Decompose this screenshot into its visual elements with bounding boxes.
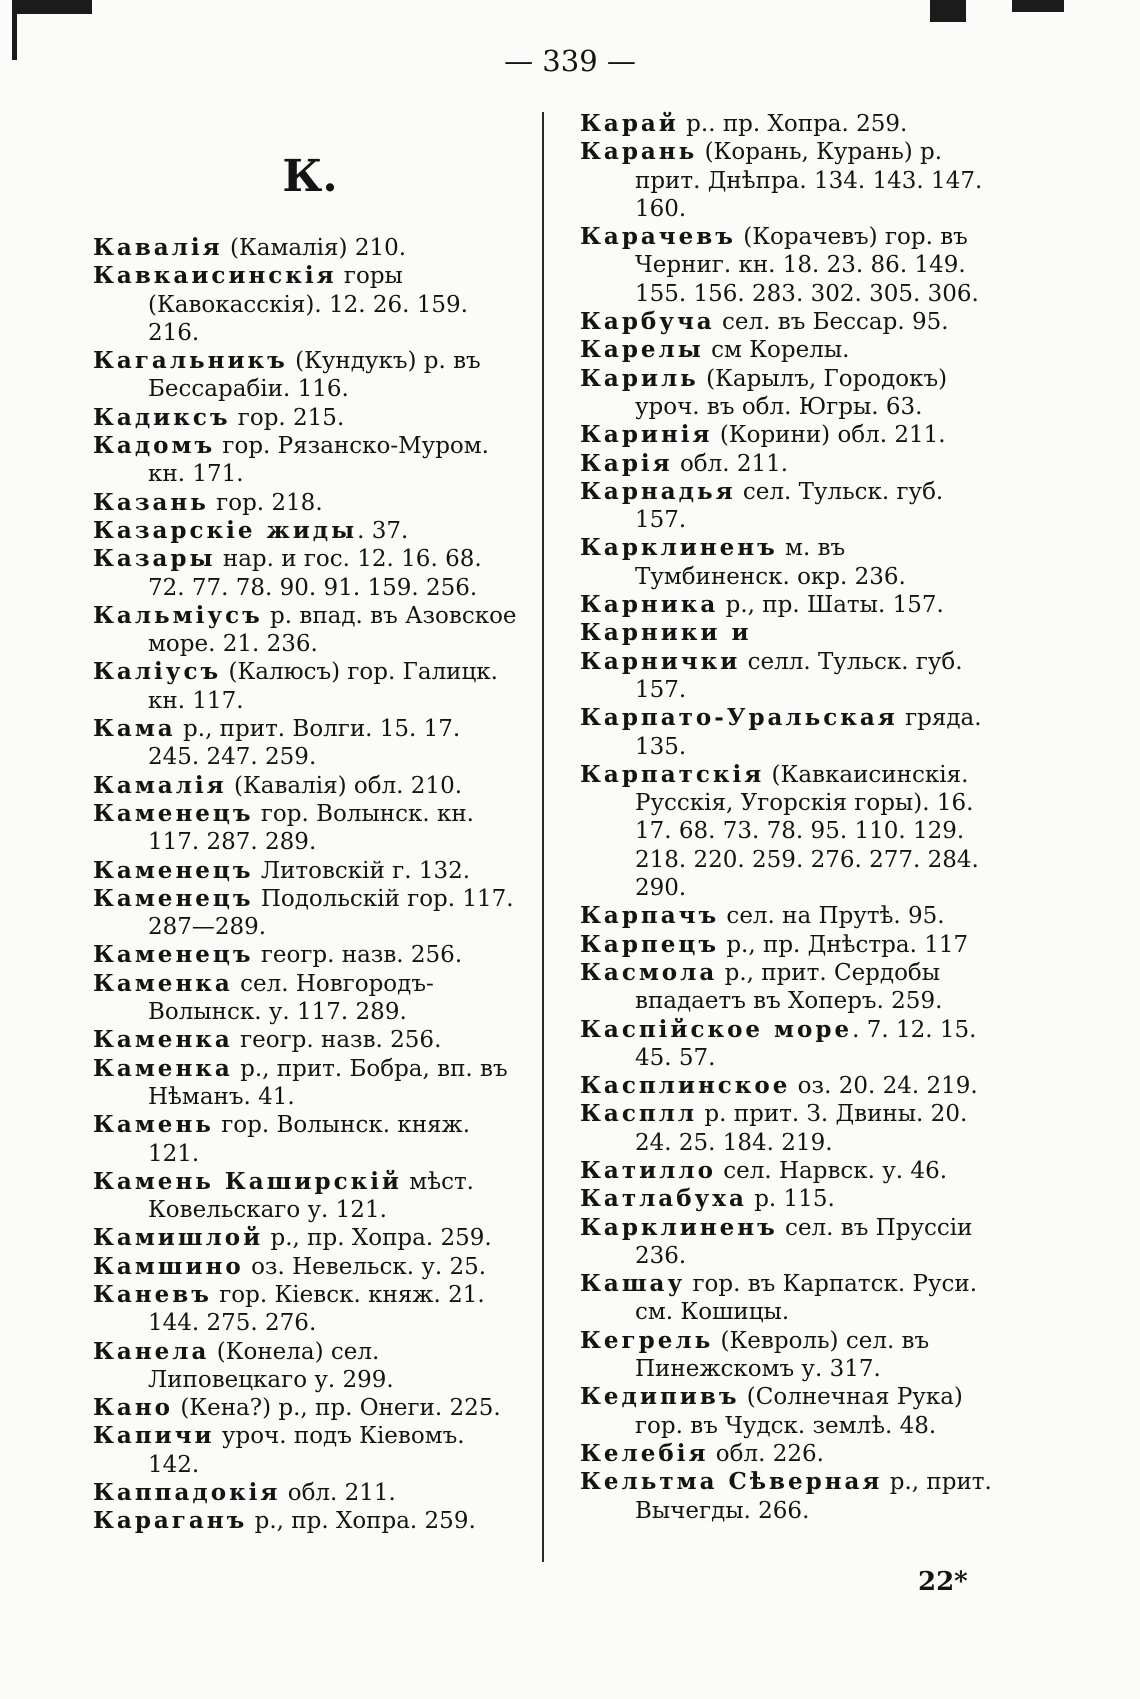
index-entry — [580, 1185, 998, 1213]
entry-headword: Карника — [580, 591, 719, 619]
entry-headword: Кегрель — [580, 1326, 714, 1354]
index-entry — [580, 223, 998, 308]
entry-headword: Каменецъ — [93, 941, 254, 969]
index-entry — [93, 1026, 518, 1054]
corner-ink-mark-right — [930, 0, 966, 22]
index-entry — [93, 800, 518, 857]
entry-headword: Карай — [580, 110, 679, 137]
entry-references: (Кавалія) обл. 210. — [226, 772, 463, 799]
index-entry — [93, 602, 518, 659]
entry-headword: Карпато-Уральская — [580, 704, 898, 732]
section-letter-heading: К. — [282, 151, 338, 202]
index-entry — [93, 1507, 518, 1535]
entry-headword: Каменецъ — [93, 884, 254, 912]
entry-headword: Канела — [93, 1337, 210, 1365]
entry-headword: Каринія — [580, 421, 713, 449]
entry-headword: Кашау — [580, 1270, 686, 1298]
entry-references: гор. Рязанско-Муром. кн. 171. — [148, 433, 489, 488]
entry-references: р., прит. Бобра, вп. въ Нѣманъ. 41. — [148, 1055, 508, 1110]
entry-references: (Солнечная Рука) гор. въ Чудск. землѣ. 48. — [635, 1384, 963, 1439]
entry-references: сел. Нарвск. у. 46. — [715, 1157, 948, 1184]
entry-headword: Каменка — [93, 969, 233, 997]
entry-headword: Каменецъ — [93, 856, 254, 884]
index-entry — [93, 658, 518, 715]
index-entry — [580, 902, 998, 930]
index-entry — [580, 1327, 998, 1384]
entry-headword: Каліусъ — [93, 658, 222, 686]
corner-ink-mark-right-2 — [1012, 0, 1064, 12]
entry-headword: Камшино — [93, 1252, 244, 1280]
entry-references: р. впад. въ Азовское море. 21. 236. — [148, 602, 517, 658]
index-entry — [580, 421, 998, 449]
index-entry — [93, 1338, 518, 1395]
entry-headword: Кельтма Сѣверная — [580, 1468, 883, 1496]
entry-references: сел. въ Бессар. 95. — [714, 309, 949, 336]
entry-references: м. въ Тумбиненск. окр. 236. — [635, 535, 906, 590]
entry-references: оз. Невельск. у. 25. — [243, 1253, 487, 1280]
index-entry — [93, 1168, 518, 1225]
index-entry — [93, 517, 518, 545]
index-entry — [93, 1422, 518, 1479]
index-entry — [580, 1468, 998, 1525]
entry-references: сел. Тульск. губ. 157. — [635, 478, 944, 534]
index-entry — [580, 1157, 998, 1185]
entry-references: р. 115. — [746, 1186, 835, 1213]
entry-references: (Корачевъ) гор. въ Черниг. кн. 18. 23. 86. 149. 155. 156. 283. 302. 305. 306. — [635, 224, 979, 307]
entry-headword: Камишлой — [93, 1224, 264, 1252]
entry-references: гор. Волынск. кн. 117. 287. 289. — [148, 800, 474, 856]
entry-headword: Карнички — [580, 647, 741, 675]
entry-headword: Камень — [93, 1111, 214, 1139]
entry-references: гор. 215. — [230, 404, 345, 431]
entry-headword: Касплинское — [580, 1072, 791, 1100]
entry-headword: Карпецъ — [580, 930, 720, 958]
index-entry — [93, 545, 518, 602]
entry-headword: Каменка — [93, 1026, 233, 1054]
entry-references: (Конела) сел. Липовецкаго у. 299. — [148, 1338, 394, 1393]
index-entry — [93, 1224, 518, 1252]
entry-references: гор. Кіевск. княж. 21. 144. 275. 276. — [148, 1281, 485, 1337]
entry-references: гор. въ Карпатск. Руси. см. Кошицы. — [635, 1271, 978, 1326]
index-entry — [580, 138, 998, 223]
signature-mark: 22* — [918, 1567, 968, 1597]
entry-references: гряда. 135. — [635, 705, 982, 760]
entry-references: (Кавкаисинскія. Русскія, Угорскія горы). 16. 17. 68. 73. 78. 95. 110. 129. 218. 220. 259. 276. 277. 284. 290. — [635, 761, 979, 902]
entry-headword: Капичи — [93, 1422, 215, 1450]
index-entry — [93, 347, 518, 404]
entry-references: . 7. 12. 15. 45. 57. — [635, 1016, 977, 1071]
corner-ink-mark-left — [12, 0, 92, 14]
entry-references: геогр. назв. 256. — [232, 1027, 442, 1054]
entry-references: р., прит. Сердобы впадаетъ въ Хоперъ. 259. — [635, 959, 943, 1015]
entry-references: сел. на Прутѣ. 95. — [719, 903, 945, 930]
entry-headword: Карклиненъ — [580, 1213, 778, 1241]
index-entry — [93, 941, 518, 969]
entry-headword: Карпатскія — [580, 760, 765, 788]
index-entry — [580, 1270, 998, 1327]
entry-references: р. прит. З. Двины. 20. 24. 25. 184. 219. — [635, 1101, 968, 1156]
entry-headword: Кавалія — [93, 234, 223, 261]
index-entry — [580, 534, 998, 591]
index-entry — [580, 648, 998, 705]
index-entry — [580, 1100, 998, 1157]
entry-headword: Камень Каширскій — [93, 1167, 402, 1195]
index-entry — [580, 1016, 998, 1073]
entry-headword: Карпачъ — [580, 902, 720, 930]
entry-headword: Каменецъ — [93, 799, 254, 827]
index-entry — [580, 1440, 998, 1468]
entry-headword: Камалія — [93, 771, 227, 799]
entry-references: обл. 211. — [280, 1480, 396, 1507]
entry-references: мѣст. Ковельскаго у. 121. — [148, 1168, 474, 1224]
entry-references: геогр. назв. 256. — [253, 942, 463, 969]
entry-references: р., пр. Хопра. 259. — [247, 1508, 476, 1535]
index-entry — [580, 704, 998, 761]
page-number: — 339 — — [504, 44, 636, 78]
entry-references: уроч. подъ Кіевомъ. 142. — [148, 1423, 465, 1478]
index-entry — [580, 478, 998, 535]
index-entry — [580, 308, 998, 336]
index-entry — [580, 1383, 998, 1440]
index-entry — [580, 931, 998, 959]
entry-references: Литовскій г. 132. — [253, 857, 471, 884]
entry-headword: Катилло — [580, 1156, 716, 1184]
entry-references: селл. Тульск. губ. 157. — [635, 648, 963, 703]
index-entry — [93, 1394, 518, 1422]
index-entry — [93, 489, 518, 517]
entry-headword: Кедипивъ — [580, 1383, 740, 1411]
index-entry — [93, 1055, 518, 1112]
entry-headword: Карники и — [580, 619, 752, 647]
entry-headword: Казары — [93, 545, 216, 573]
entry-references: (Корини) обл. 211. — [712, 422, 946, 449]
entry-references: . 37. — [357, 517, 409, 544]
entry-headword: Казарскіе жиды — [93, 516, 358, 544]
entry-headword: Карія — [580, 449, 673, 477]
index-entry — [580, 619, 998, 647]
entry-headword: Кагальникъ — [93, 347, 288, 375]
index-entry — [580, 110, 998, 138]
entry-headword: Касмола — [580, 958, 718, 986]
entry-headword: Кадиксъ — [93, 403, 231, 431]
entry-references: р., пр. Днѣстра. 117 — [719, 931, 969, 958]
index-entry — [93, 234, 518, 262]
entry-headword: Караганъ — [93, 1507, 248, 1535]
entry-headword: Кавкаисинскія — [93, 262, 337, 290]
entry-references: обл. 211. — [672, 450, 789, 477]
entry-headword: Касплл — [580, 1100, 698, 1128]
entry-references: оз. 20. 24. 219. — [790, 1073, 978, 1100]
entry-references: р., пр. Хопра. 259. — [263, 1225, 492, 1252]
entry-references: (Кундукъ) р. въ Бессарабіи. 116. — [148, 348, 481, 403]
entry-references: р., прит. Вычегды. 266. — [635, 1469, 992, 1524]
entry-headword: Карелы — [580, 336, 704, 364]
entry-references: (Калюсъ) гор. Галицк. кн. 117. — [148, 659, 498, 714]
entry-headword: Карклиненъ — [580, 534, 778, 562]
entry-references: гор. Волынск. княж. 121. — [148, 1112, 471, 1167]
index-entry — [580, 761, 998, 902]
index-entry — [580, 450, 998, 478]
index-entry — [93, 772, 518, 800]
entry-headword: Кама — [93, 715, 176, 743]
index-entry — [93, 885, 518, 942]
entry-references: сел. Новгородъ-Волынск. у. 117. 289. — [148, 970, 434, 1026]
index-entry — [93, 970, 518, 1027]
index-entry — [580, 1214, 998, 1271]
entry-references: (Корань, Курань) р. прит. Днѣпра. 134. 143. 147. 160. — [635, 139, 983, 222]
entry-references: сел. въ Пруссіи 236. — [635, 1214, 973, 1269]
entry-headword: Карбуча — [580, 308, 715, 336]
entry-references: нар. и гос. 12. 16. 68. 72. 77. 78. 90. 91. 159. 256. — [148, 546, 482, 601]
index-entry — [93, 432, 518, 489]
entry-references: см Корелы. — [703, 337, 850, 364]
left-column — [93, 234, 518, 1536]
index-entry — [580, 365, 998, 422]
index-entry — [93, 1281, 518, 1338]
entry-headword: Кано — [93, 1394, 174, 1422]
entry-headword: Каневъ — [93, 1280, 212, 1308]
index-entry — [580, 959, 998, 1016]
entry-headword: Кальміусъ — [93, 601, 263, 629]
column-divider — [542, 112, 544, 1562]
entry-references: обл. 226. — [708, 1440, 824, 1467]
index-entry — [580, 336, 998, 364]
entry-headword: Карань — [580, 138, 698, 166]
entry-references: (Кена?) р., пр. Онеги. 225. — [173, 1395, 501, 1422]
index-entry — [580, 1072, 998, 1100]
entry-references: горы (Кавокасскія). 12. 26. 159. 216. — [148, 263, 468, 346]
index-entry — [93, 715, 518, 772]
entry-references: р., прит. Волги. 15. 17. 245. 247. 259. — [148, 716, 461, 771]
index-entry — [93, 1479, 518, 1507]
entry-references: р., пр. Шаты. 157. — [718, 592, 944, 619]
entry-headword: Келебія — [580, 1439, 709, 1467]
entry-headword: Кариль — [580, 364, 699, 392]
entry-headword: Каспійское море — [580, 1015, 853, 1043]
index-entry — [93, 404, 518, 432]
right-column — [580, 110, 998, 1525]
index-entry — [93, 262, 518, 347]
entry-references: Подольскій гор. 117. 287—289. — [148, 885, 514, 941]
entry-headword: Кадомъ — [93, 432, 216, 460]
entry-references: р.. пр. Хопра. 259. — [678, 111, 908, 137]
index-entry — [580, 591, 998, 619]
entry-headword: Каменка — [93, 1054, 233, 1082]
index-entry — [93, 1253, 518, 1281]
entry-headword: Катлабуха — [580, 1185, 747, 1213]
entry-headword: Каппадокія — [93, 1479, 281, 1507]
entry-references: (Карылъ, Городокъ) уроч. въ обл. Югры. 63. — [635, 365, 948, 420]
index-entry — [93, 1111, 518, 1168]
entry-references: гор. 218. — [208, 489, 323, 516]
entry-references: (Камалія) 210. — [222, 235, 407, 261]
entry-headword: Казань — [93, 488, 209, 516]
entry-headword: Карачевъ — [580, 223, 736, 251]
entry-headword: Карнадья — [580, 477, 736, 505]
index-entry — [93, 857, 518, 885]
entry-references: (Кевроль) сел. въ Пинежскомъ у. 317. — [635, 1327, 930, 1383]
